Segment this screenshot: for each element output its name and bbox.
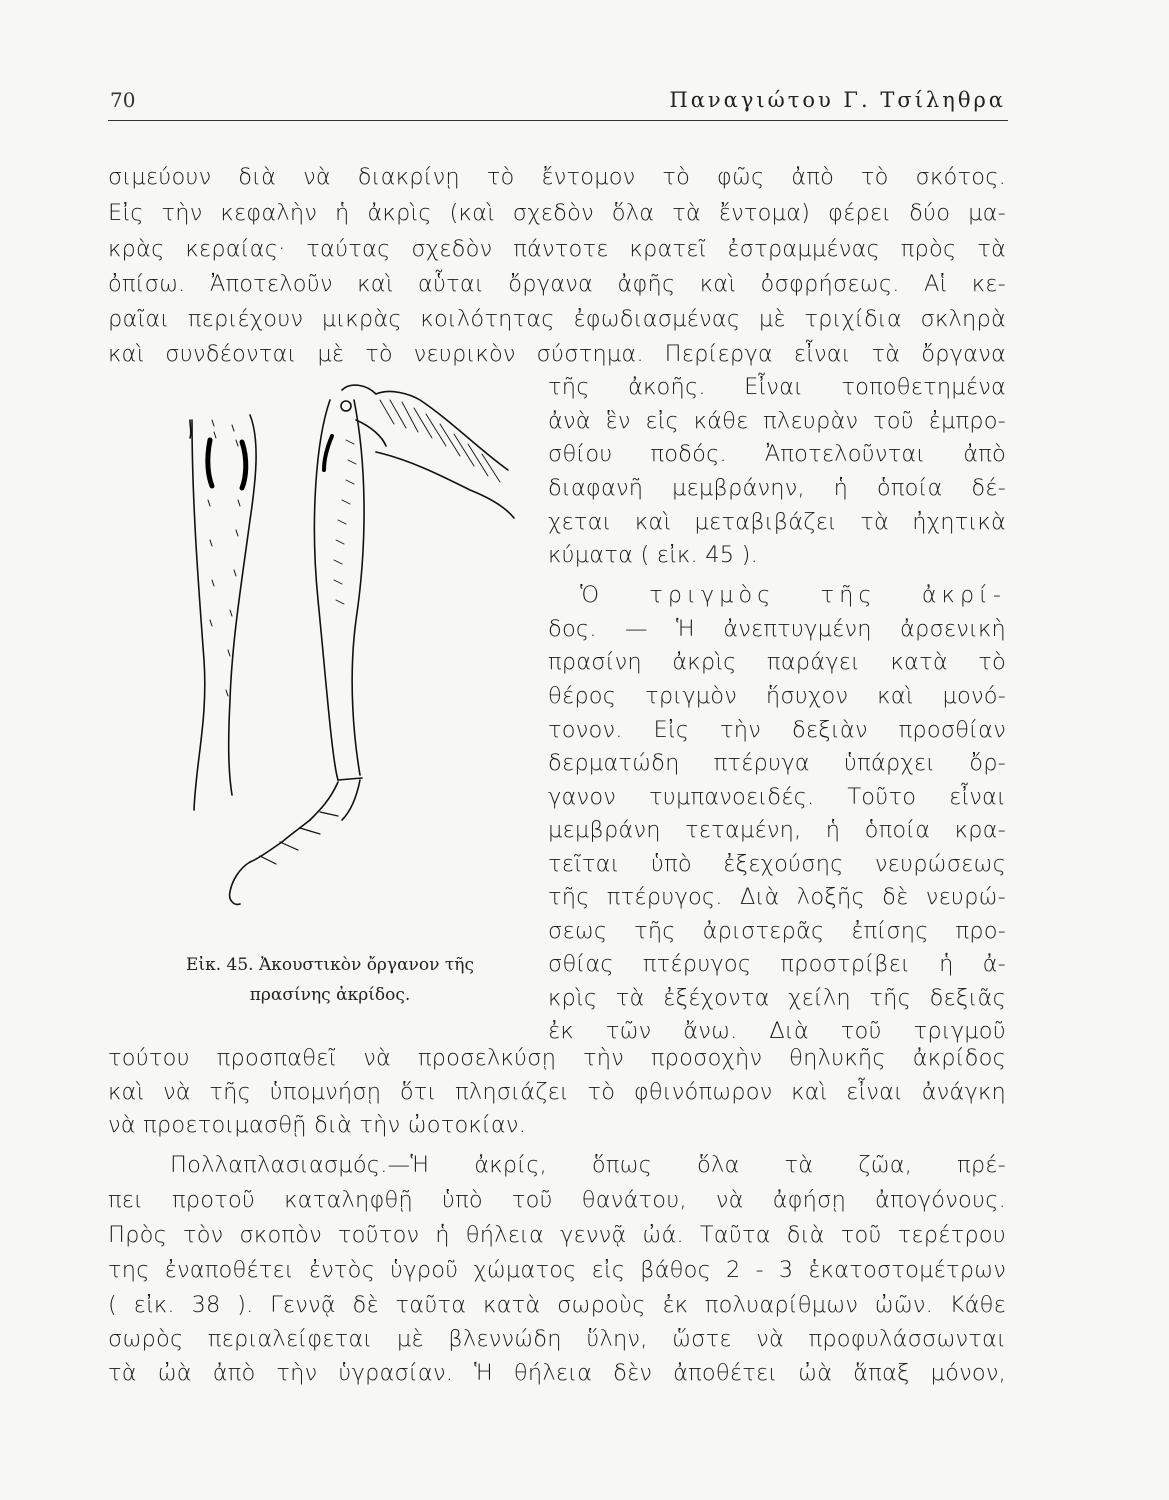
caption-line: Εἰκ. 45. Ἀκουστικὸν ὄργανον τῆς bbox=[186, 955, 474, 975]
section-heading-triangle: Ὁ τριγμὸς τῆς ἀκρί- bbox=[580, 582, 1006, 608]
text-line: γανον τυμπανοειδές. Τοῦτο εἶναι bbox=[548, 784, 1006, 810]
figure-caption bbox=[130, 950, 530, 1010]
text-line: κρὶς τὰ ἐξέχοντα χείλη τῆς δεξιᾶς bbox=[548, 985, 1006, 1011]
text-line: σεως τῆς ἀριστερᾶς ἐπίσης προ- bbox=[548, 918, 1006, 944]
text-line: δερματώδη πτέρυγα ὑπάρχει ὄρ- bbox=[548, 750, 1006, 776]
text-line: τούτου προσπαθεῖ νὰ προσελκύσῃ τὴν προσοχὴν θηλυκῆς ἀκρίδος bbox=[108, 1045, 1006, 1071]
text-line: τῆς ἀκοῆς. Εἶναι τοποθετημένα bbox=[548, 374, 1006, 400]
text-line: Εἰς τὴν κεφαλὴν ἡ ἀκρὶς (καὶ σχεδὸν ὅλα τὰ ἔντομα) φέρει δύο μα- bbox=[108, 200, 1006, 226]
text-line: σιμεύουν διὰ νὰ διακρίνῃ τὸ ἔντομον τὸ φῶς ἀπὸ τὸ σκότος. bbox=[108, 164, 1006, 190]
text-line: τὰ ὠὰ ἀπὸ τὴν ὑγρασίαν. Ἡ θήλεια δὲν ἀποθέτει ὠὰ ἅπαξ μόνον, bbox=[108, 1360, 1006, 1386]
header-rule bbox=[108, 120, 1008, 121]
page-number: 70 bbox=[110, 88, 136, 112]
text-line: ἀνὰ ἓν εἰς κάθε πλευρὰν τοῦ ἐμπρο- bbox=[548, 408, 1006, 434]
text-line: νὰ προετοιμασθῇ διὰ τὴν ὠοτοκίαν. bbox=[108, 1112, 527, 1138]
text-line: τονον. Εἰς τὴν δεξιὰν προσθίαν bbox=[548, 717, 1006, 743]
text-line: Πρὸς τὸν σκοπὸν τοῦτον ἡ θήλεια γεννᾷ ὠά. Ταῦτα διὰ τοῦ τερέτρου bbox=[108, 1222, 1006, 1248]
text-line: της ἐναποθέτει ἐντὸς ὑγροῦ χώματος εἰς βάθος 2 - 3 ἑκατοστομέτρων bbox=[108, 1257, 1006, 1283]
text-line: ἐκ τῶν ἄνω. Διὰ τοῦ τριγμοῦ bbox=[548, 1018, 1006, 1044]
section-heading-multiplication: Πολλαπλασιασμός.—Ἡ ἀκρίς, ὅπως ὅλα τὰ ζῶα, πρέ- bbox=[170, 1152, 1006, 1178]
text-line: τῆς πτέρυγος. Διὰ λοξῆς δὲ νευρώ- bbox=[548, 884, 1006, 910]
caption-line: πρασίνης ἀκρίδος. bbox=[249, 985, 411, 1005]
text-line: θέρος τριγμὸν ἥσυχον καὶ μονό- bbox=[548, 683, 1006, 709]
text-line: διαφανῆ μεμβράνην, ἡ ὁποία δέ- bbox=[548, 475, 1006, 501]
figure-45-illustration bbox=[170, 380, 530, 940]
text-line: καὶ νὰ τῆς ὑπομνήσῃ ὅτι πλησιάζει τὸ φθινόπωρον καὶ εἶναι ἀνάγκη bbox=[108, 1079, 1006, 1105]
text-line: ( εἰκ. 38 ). Γεννᾷ δὲ ταῦτα κατὰ σωροὺς ἐκ πολυαρίθμων ὠῶν. Κάθε bbox=[108, 1292, 1006, 1318]
text-line: μεμβράνη τεταμένη, ἡ ὁποία κρα- bbox=[548, 817, 1006, 843]
text-line: πει προτοῦ καταληφθῇ ὑπὸ τοῦ θανάτου, νὰ ἀφήσῃ ἀπογόνους. bbox=[108, 1187, 1006, 1213]
text-line: δος. — Ἡ ἀνεπτυγμένη ἀρσενικὴ bbox=[548, 616, 1006, 642]
text-line: ὀπίσω. Ἀποτελοῦν καὶ αὗται ὄργανα ἀφῆς καὶ ὀσφρήσεως. Αἱ κε- bbox=[108, 271, 1006, 297]
text-line: σθίου ποδός. Ἀποτελοῦνται ἀπὸ bbox=[548, 441, 1006, 467]
grasshopper-leg-drawing bbox=[170, 380, 530, 940]
page-header bbox=[108, 80, 1008, 124]
text-line: καὶ συνδέονται μὲ τὸ νευρικὸν σύστημα. Περίεργα εἶναι τὰ ὄργανα bbox=[108, 341, 1006, 367]
text-line: σθίας πτέρυγος προστρίβει ἡ ἀ- bbox=[548, 951, 1006, 977]
text-line: πρασίνη ἀκρὶς παράγει κατὰ τὸ bbox=[548, 649, 1006, 675]
text-line: τεῖται ὑπὸ ἐξεχούσης νευρώσεως bbox=[548, 851, 1006, 877]
text-line: κρὰς κεραίας· ταύτας σχεδὸν πάντοτε κρατεῖ ἐστραμμένας πρὸς τὰ bbox=[108, 236, 1006, 262]
text-line: σωρὸς περιαλείφεται μὲ βλεννώδη ὕλην, ὥστε νὰ προφυλάσσωνται bbox=[108, 1326, 1006, 1352]
text-line: ραῖαι περιέχουν μικρὰς κοιλότητας ἐφωδιασμένας μὲ τριχίδια σκληρὰ bbox=[108, 306, 1006, 332]
text-line: κύματα ( εἰκ. 45 ). bbox=[548, 542, 758, 568]
running-head: Παναγιώτου Γ. Τσίληθρα bbox=[669, 88, 1006, 112]
text-line: χεται καὶ μεταβιβάζει τὰ ἠχητικὰ bbox=[548, 509, 1006, 535]
